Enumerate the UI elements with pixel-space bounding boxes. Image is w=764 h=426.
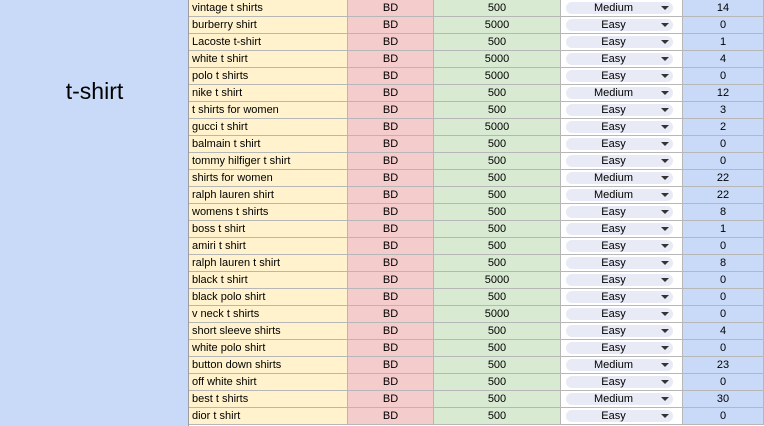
dropdown-caret-icon[interactable] (661, 380, 669, 384)
difficulty-dropdown[interactable] (566, 19, 673, 31)
difficulty-dropdown[interactable] (566, 104, 673, 116)
difficulty-value: Easy (601, 257, 626, 269)
count-cell[interactable]: 23 (683, 357, 764, 373)
country-cell[interactable]: BD (348, 391, 434, 407)
dropdown-caret-icon[interactable] (661, 210, 669, 214)
dropdown-caret-icon[interactable] (661, 125, 669, 129)
difficulty-cell[interactable] (561, 102, 683, 118)
volume-cell[interactable]: 500 (434, 357, 561, 373)
difficulty-dropdown[interactable] (566, 36, 673, 48)
count-cell[interactable]: 0 (683, 17, 764, 33)
country-cell[interactable]: BD (348, 51, 434, 67)
dropdown-caret-icon[interactable] (661, 261, 669, 265)
volume-cell[interactable]: 5000 (434, 51, 561, 67)
table-row (189, 34, 764, 51)
table-row (189, 0, 764, 17)
difficulty-value: Easy (601, 206, 626, 218)
country-cell[interactable]: BD (348, 136, 434, 152)
count-cell[interactable]: 0 (683, 136, 764, 152)
count-cell[interactable]: 0 (683, 289, 764, 305)
count-cell[interactable]: 8 (683, 255, 764, 271)
difficulty-cell[interactable] (561, 306, 683, 322)
difficulty-cell[interactable] (561, 85, 683, 101)
difficulty-value: Easy (601, 410, 626, 422)
volume-cell[interactable]: 5000 (434, 119, 561, 135)
difficulty-cell[interactable] (561, 51, 683, 67)
difficulty-dropdown[interactable] (566, 2, 673, 14)
count-cell[interactable]: 30 (683, 391, 764, 407)
table-row (189, 272, 764, 289)
volume-cell[interactable]: 500 (434, 323, 561, 339)
difficulty-dropdown[interactable] (566, 155, 673, 167)
keyword-cell[interactable]: boss t shirt (189, 221, 348, 237)
difficulty-value: Easy (601, 376, 626, 388)
difficulty-value: Easy (601, 308, 626, 320)
dropdown-caret-icon[interactable] (661, 193, 669, 197)
volume-cell[interactable]: 500 (434, 391, 561, 407)
country-cell[interactable]: BD (348, 272, 434, 288)
volume-cell[interactable]: 500 (434, 0, 561, 16)
difficulty-cell[interactable] (561, 68, 683, 84)
country-cell[interactable]: BD (348, 323, 434, 339)
count-cell[interactable]: 4 (683, 323, 764, 339)
difficulty-dropdown[interactable] (566, 138, 673, 150)
country-cell[interactable]: BD (348, 221, 434, 237)
keyword-cell[interactable]: button down shirts (189, 357, 348, 373)
country-cell[interactable]: BD (348, 170, 434, 186)
table-row (189, 357, 764, 374)
difficulty-dropdown[interactable] (566, 359, 673, 371)
count-cell[interactable]: 2 (683, 119, 764, 135)
volume-cell[interactable]: 5000 (434, 306, 561, 322)
dropdown-caret-icon[interactable] (661, 108, 669, 112)
country-cell[interactable]: BD (348, 102, 434, 118)
keyword-cell[interactable]: black polo shirt (189, 289, 348, 305)
volume-cell[interactable]: 5000 (434, 272, 561, 288)
keyword-cell[interactable]: amiri t shirt (189, 238, 348, 254)
difficulty-dropdown[interactable] (566, 274, 673, 286)
dropdown-caret-icon[interactable] (661, 74, 669, 78)
difficulty-value: Easy (601, 325, 626, 337)
country-cell[interactable]: BD (348, 340, 434, 356)
difficulty-dropdown[interactable] (566, 53, 673, 65)
dropdown-caret-icon[interactable] (661, 363, 669, 367)
country-cell[interactable]: BD (348, 0, 434, 16)
difficulty-cell[interactable] (561, 0, 683, 16)
count-cell[interactable]: 0 (683, 238, 764, 254)
table-row (189, 68, 764, 85)
difficulty-dropdown[interactable] (566, 376, 673, 388)
category-cell[interactable] (0, 0, 189, 426)
difficulty-cell[interactable] (561, 357, 683, 373)
count-cell[interactable]: 4 (683, 51, 764, 67)
keyword-cell[interactable]: ralph lauren shirt (189, 187, 348, 203)
difficulty-dropdown[interactable] (566, 223, 673, 235)
count-cell[interactable]: 0 (683, 408, 764, 424)
country-cell[interactable]: BD (348, 34, 434, 50)
difficulty-cell[interactable] (561, 323, 683, 339)
keyword-cell[interactable]: Lacoste t-shirt (189, 34, 348, 50)
keyword-cell[interactable]: short sleeve shirts (189, 323, 348, 339)
difficulty-cell[interactable] (561, 204, 683, 220)
difficulty-dropdown[interactable] (566, 342, 673, 354)
keyword-cell[interactable]: t shirts for women (189, 102, 348, 118)
country-cell[interactable]: BD (348, 119, 434, 135)
difficulty-value: Easy (601, 138, 626, 150)
difficulty-value: Medium (593, 2, 634, 14)
table-row (189, 391, 764, 408)
keyword-cell[interactable]: womens t shirts (189, 204, 348, 220)
count-cell[interactable]: 0 (683, 306, 764, 322)
category-label: t-shirt (65, 78, 124, 104)
table-row (189, 221, 764, 238)
difficulty-cell[interactable] (561, 34, 683, 50)
keyword-cell[interactable]: polo t shirts (189, 68, 348, 84)
volume-cell[interactable]: 500 (434, 153, 561, 169)
difficulty-cell[interactable] (561, 119, 683, 135)
keyword-cell[interactable]: gucci t shirt (189, 119, 348, 135)
table-row (189, 374, 764, 391)
volume-cell[interactable]: 5000 (434, 68, 561, 84)
dropdown-caret-icon[interactable] (661, 346, 669, 350)
table-row (189, 102, 764, 119)
country-cell[interactable]: BD (348, 153, 434, 169)
volume-cell[interactable]: 500 (434, 340, 561, 356)
difficulty-cell[interactable] (561, 187, 683, 203)
volume-cell[interactable]: 500 (434, 85, 561, 101)
volume-cell[interactable]: 500 (434, 170, 561, 186)
difficulty-cell[interactable] (561, 272, 683, 288)
keyword-cell[interactable]: off white shirt (189, 374, 348, 390)
dropdown-caret-icon[interactable] (661, 40, 669, 44)
difficulty-dropdown[interactable] (566, 189, 673, 201)
difficulty-dropdown[interactable] (566, 121, 673, 133)
country-cell[interactable]: BD (348, 306, 434, 322)
count-cell[interactable]: 12 (683, 85, 764, 101)
difficulty-dropdown[interactable] (566, 325, 673, 337)
count-cell[interactable]: 8 (683, 204, 764, 220)
count-cell[interactable]: 1 (683, 221, 764, 237)
country-cell[interactable]: BD (348, 204, 434, 220)
volume-cell[interactable]: 500 (434, 238, 561, 254)
difficulty-dropdown[interactable] (566, 172, 673, 184)
count-cell[interactable]: 22 (683, 170, 764, 186)
table-row (189, 238, 764, 255)
table-row (189, 340, 764, 357)
table-row (189, 136, 764, 153)
difficulty-cell[interactable] (561, 340, 683, 356)
dropdown-caret-icon[interactable] (661, 329, 669, 333)
table-row (189, 17, 764, 34)
difficulty-cell[interactable] (561, 391, 683, 407)
country-cell[interactable]: BD (348, 255, 434, 271)
difficulty-dropdown[interactable] (566, 240, 673, 252)
dropdown-caret-icon[interactable] (661, 397, 669, 401)
difficulty-value: Easy (601, 342, 626, 354)
table-row (189, 153, 764, 170)
difficulty-dropdown[interactable] (566, 393, 673, 405)
difficulty-value: Easy (601, 155, 626, 167)
country-cell[interactable]: BD (348, 408, 434, 424)
volume-cell[interactable]: 500 (434, 255, 561, 271)
keyword-cell[interactable]: dior t shirt (189, 408, 348, 424)
difficulty-cell[interactable] (561, 136, 683, 152)
volume-cell[interactable]: 500 (434, 408, 561, 424)
difficulty-dropdown[interactable] (566, 291, 673, 303)
difficulty-value: Easy (601, 19, 626, 31)
volume-cell[interactable]: 500 (434, 204, 561, 220)
keyword-cell[interactable]: best t shirts (189, 391, 348, 407)
keyword-rows (189, 0, 764, 425)
table-row (189, 255, 764, 272)
difficulty-cell[interactable] (561, 238, 683, 254)
difficulty-value: Easy (601, 70, 626, 82)
count-cell[interactable]: 0 (683, 68, 764, 84)
keyword-cell[interactable]: nike t shirt (189, 85, 348, 101)
keyword-cell[interactable]: balmain t shirt (189, 136, 348, 152)
volume-cell[interactable]: 500 (434, 374, 561, 390)
volume-cell[interactable]: 500 (434, 289, 561, 305)
dropdown-caret-icon[interactable] (661, 312, 669, 316)
difficulty-value: Medium (593, 189, 634, 201)
country-cell[interactable]: BD (348, 187, 434, 203)
difficulty-dropdown[interactable] (566, 70, 673, 82)
difficulty-dropdown[interactable] (566, 308, 673, 320)
count-cell[interactable]: 0 (683, 340, 764, 356)
volume-cell[interactable]: 500 (434, 136, 561, 152)
country-cell[interactable]: BD (348, 85, 434, 101)
difficulty-dropdown[interactable] (566, 87, 673, 99)
table-row (189, 204, 764, 221)
keyword-cell[interactable]: white polo shirt (189, 340, 348, 356)
table-row (189, 187, 764, 204)
difficulty-value: Easy (601, 53, 626, 65)
difficulty-cell[interactable] (561, 374, 683, 390)
dropdown-caret-icon[interactable] (661, 6, 669, 10)
keyword-cell[interactable]: ralph lauren t shirt (189, 255, 348, 271)
difficulty-cell[interactable] (561, 289, 683, 305)
table-row (189, 85, 764, 102)
dropdown-caret-icon[interactable] (661, 414, 669, 418)
difficulty-cell[interactable] (561, 408, 683, 424)
difficulty-cell[interactable] (561, 17, 683, 33)
difficulty-dropdown[interactable] (566, 206, 673, 218)
country-cell[interactable]: BD (348, 17, 434, 33)
dropdown-caret-icon[interactable] (661, 244, 669, 248)
dropdown-caret-icon[interactable] (661, 159, 669, 163)
volume-cell[interactable]: 500 (434, 221, 561, 237)
volume-cell[interactable]: 500 (434, 187, 561, 203)
count-cell[interactable]: 1 (683, 34, 764, 50)
keyword-cell[interactable]: v neck t shirts (189, 306, 348, 322)
count-cell[interactable]: 0 (683, 272, 764, 288)
difficulty-cell[interactable] (561, 153, 683, 169)
volume-cell[interactable]: 500 (434, 34, 561, 50)
table-row (189, 289, 764, 306)
table-row (189, 323, 764, 340)
dropdown-caret-icon[interactable] (661, 176, 669, 180)
difficulty-value: Easy (601, 240, 626, 252)
keyword-cell[interactable]: shirts for women (189, 170, 348, 186)
count-cell[interactable]: 3 (683, 102, 764, 118)
dropdown-caret-icon[interactable] (661, 23, 669, 27)
dropdown-caret-icon[interactable] (661, 91, 669, 95)
table-row (189, 51, 764, 68)
volume-cell[interactable]: 5000 (434, 17, 561, 33)
dropdown-caret-icon[interactable] (661, 295, 669, 299)
keyword-cell[interactable]: vintage t shirts (189, 0, 348, 16)
dropdown-caret-icon[interactable] (661, 227, 669, 231)
table-row (189, 119, 764, 136)
difficulty-value: Medium (593, 359, 634, 371)
difficulty-value: Easy (601, 223, 626, 235)
difficulty-value: Medium (593, 393, 634, 405)
difficulty-value: Easy (601, 121, 626, 133)
difficulty-value: Easy (601, 36, 626, 48)
keyword-cell[interactable]: burberry shirt (189, 17, 348, 33)
keyword-cell[interactable]: black t shirt (189, 272, 348, 288)
country-cell[interactable]: BD (348, 289, 434, 305)
difficulty-value: Medium (593, 87, 634, 99)
difficulty-cell[interactable] (561, 221, 683, 237)
difficulty-dropdown[interactable] (566, 257, 673, 269)
table-row (189, 408, 764, 425)
table-row (189, 170, 764, 187)
country-cell[interactable]: BD (348, 357, 434, 373)
count-cell[interactable]: 14 (683, 0, 764, 16)
volume-cell[interactable]: 500 (434, 102, 561, 118)
count-cell[interactable]: 0 (683, 153, 764, 169)
difficulty-cell[interactable] (561, 170, 683, 186)
country-cell[interactable]: BD (348, 374, 434, 390)
dropdown-caret-icon[interactable] (661, 278, 669, 282)
count-cell[interactable]: 0 (683, 374, 764, 390)
keyword-cell[interactable]: white t shirt (189, 51, 348, 67)
difficulty-value: Easy (601, 274, 626, 286)
dropdown-caret-icon[interactable] (661, 142, 669, 146)
difficulty-cell[interactable] (561, 255, 683, 271)
difficulty-value: Easy (601, 104, 626, 116)
difficulty-dropdown[interactable] (566, 410, 673, 422)
count-cell[interactable]: 22 (683, 187, 764, 203)
table-row (189, 306, 764, 323)
keyword-cell[interactable]: tommy hilfiger t shirt (189, 153, 348, 169)
difficulty-value: Easy (601, 291, 626, 303)
difficulty-value: Medium (593, 172, 634, 184)
country-cell[interactable]: BD (348, 238, 434, 254)
country-cell[interactable]: BD (348, 68, 434, 84)
dropdown-caret-icon[interactable] (661, 57, 669, 61)
